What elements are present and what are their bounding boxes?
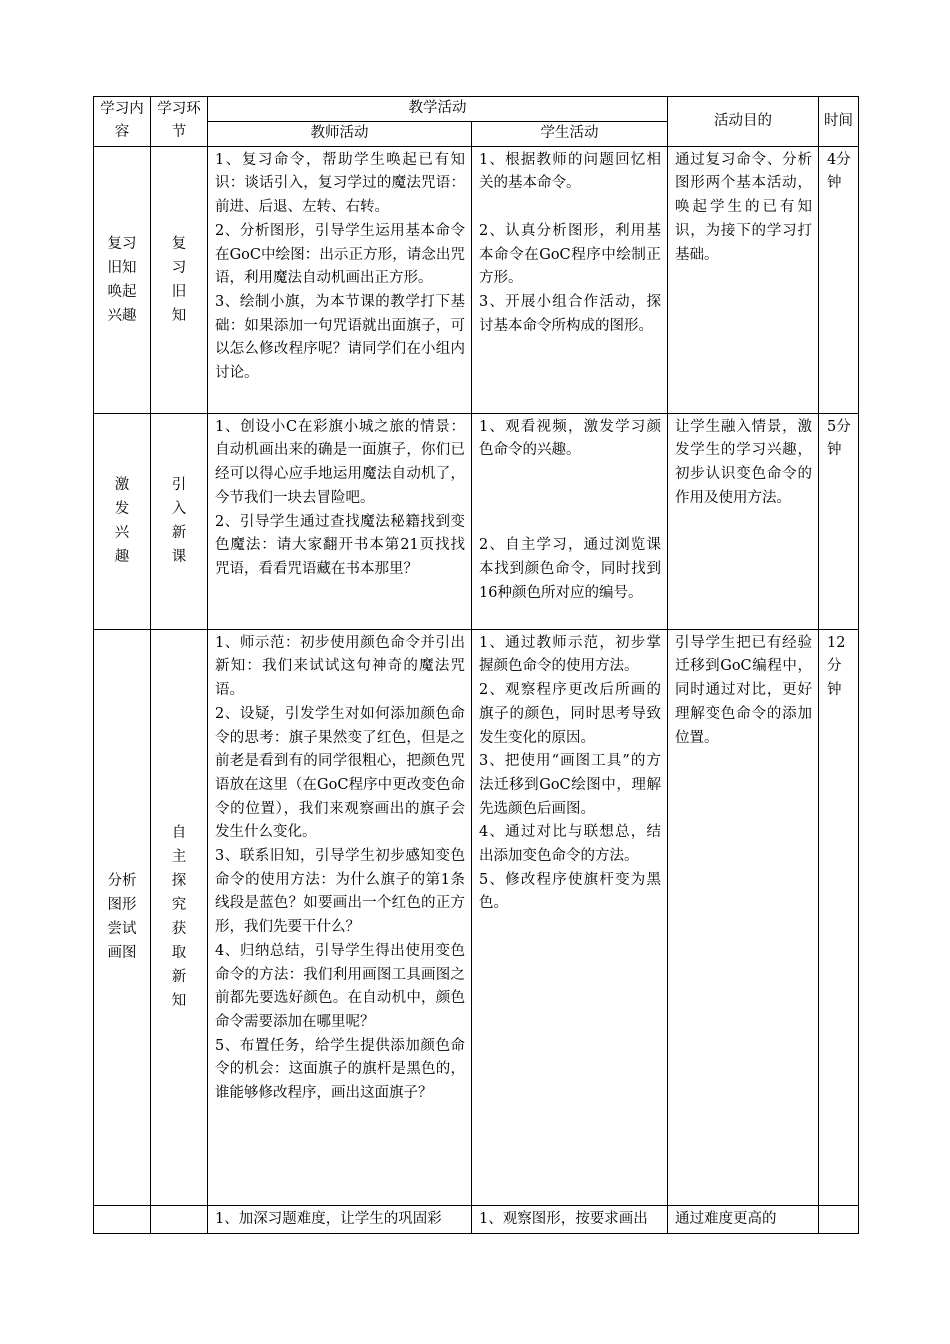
teacher-item: 2、引导学生通过查找魔法秘籍找到变色魔法：请大家翻开书本第21页找找咒语，看看咒语藏在书本那里？ bbox=[215, 513, 465, 577]
student-gap bbox=[479, 196, 661, 220]
student-item: 1、根据教师的问题回忆相关的基本命令。 bbox=[479, 151, 661, 192]
header-content-col: 学习内容 bbox=[94, 97, 151, 147]
header-activity-group: 教学活动 bbox=[208, 97, 668, 122]
row-teacher-cell bbox=[208, 413, 472, 629]
student-item: 2、认真分析图形，利用基本命令在GoC程序中绘制正方形。 bbox=[479, 222, 661, 287]
row-content-cell bbox=[94, 1205, 151, 1234]
row-purpose-cell: 通过复习命令、分析图形两个基本活动，唤起学生的已有知识，为接下的学习打基础。 bbox=[668, 146, 819, 413]
row-time-cell bbox=[819, 1205, 859, 1234]
header-row-1 bbox=[94, 97, 859, 122]
header-student-col: 学生活动 bbox=[472, 121, 668, 146]
header-time-col: 时间 bbox=[819, 97, 859, 147]
teacher-item: 1、加深习题难度，让学生的巩固彩 bbox=[215, 1210, 442, 1227]
header-teacher-col: 教师活动 bbox=[208, 121, 472, 146]
row-time-cell: 12分钟 bbox=[819, 629, 859, 1205]
student-item: 2、观察程序更改后所画的旗子的颜色，同时思考导致发生变化的原因。 bbox=[479, 682, 661, 746]
row-student-cell bbox=[472, 1205, 668, 1234]
row-time-cell: 5分钟 bbox=[819, 413, 859, 629]
header-purpose-col: 活动目的 bbox=[668, 97, 819, 147]
student-item: 5、修改程序使旗杆变为黑色。 bbox=[479, 871, 661, 912]
row-purpose-cell: 引导学生把已有经验迁移到GoC编程中，同时通过对比，更好理解变色命令的添加位置。 bbox=[668, 629, 819, 1205]
row-content-cell: 分析图形尝试画图 bbox=[94, 629, 151, 1205]
lesson-plan-table bbox=[93, 96, 859, 1234]
table-row bbox=[94, 413, 859, 629]
table-row bbox=[94, 629, 859, 1205]
row-stage-cell: 引入新课 bbox=[151, 413, 208, 629]
header-stage-col: 学习环节 bbox=[151, 97, 208, 147]
teacher-item: 1、复习命令，帮助学生唤起已有知识：谈话引入，复习学过的魔法咒语：前进、后退、左转、右转。 bbox=[215, 151, 465, 216]
table-row bbox=[94, 146, 859, 413]
student-gap bbox=[479, 510, 661, 534]
table-row bbox=[94, 1205, 859, 1234]
row-student-cell bbox=[472, 413, 668, 629]
row-purpose-cell: 让学生融入情景，激发学生的学习兴趣，初步认识变色命令的作用及使用方法。 bbox=[668, 413, 819, 629]
row-purpose-cell: 通过难度更高的 bbox=[668, 1205, 819, 1234]
student-item: 3、开展小组合作活动，探讨基本命令所构成的图形。 bbox=[479, 293, 661, 334]
student-item: 1、观察图形，按要求画出 bbox=[479, 1210, 648, 1227]
teacher-item: 3、联系旧知，引导学生初步感知变色命令的使用方法：为什么旗子的第1条线段是蓝色？如要画出一个红色的正方形，我们先要干什么？ bbox=[215, 848, 465, 936]
row-content-cell: 激发兴趣 bbox=[94, 413, 151, 629]
row-content-cell: 复习旧知唤起兴趣 bbox=[94, 146, 151, 413]
teacher-item: 4、归纳总结，引导学生得出使用变色命令的方法：我们利用画图工具画图之前都先要选好颜色。在自动机中，颜色命令需要添加在哪里呢？ bbox=[215, 942, 465, 1030]
teacher-item: 1、师示范：初步使用颜色命令并引出新知：我们来试试这句神奇的魔法咒语。 bbox=[215, 634, 465, 699]
teacher-item: 2、设疑，引发学生对如何添加颜色命令的思考：旗子果然变了红色，但是之前老是看到有的同学很粗心，把颜色咒语放在这里（在GoC程序中更改变色命令的位置），我们来观察画出的旗子会发生什么变化。 bbox=[215, 705, 465, 841]
row-teacher-cell bbox=[208, 1205, 472, 1234]
student-item: 3、把使用“画图工具”的方法迁移到GoC绘图中，理解先选颜色后画图。 bbox=[479, 753, 661, 817]
row-stage-cell bbox=[151, 1205, 208, 1234]
student-item: 1、通过教师示范，初步掌握颜色命令的使用方法。 bbox=[479, 634, 661, 675]
row-student-cell bbox=[472, 146, 668, 413]
student-gap bbox=[479, 487, 661, 511]
student-item: 1、观看视频，激发学习颜色命令的兴趣。 bbox=[479, 418, 661, 459]
row-stage-cell: 自主探究获取新知 bbox=[151, 629, 208, 1205]
row-student-cell bbox=[472, 629, 668, 1205]
student-item: 4、通过对比与联想总，结出添加变色命令的方法。 bbox=[479, 824, 661, 865]
row-teacher-cell bbox=[208, 146, 472, 413]
teacher-item: 1、创设小C在彩旗小城之旅的情景：自动机画出来的确是一面旗子，你们已经可以得心应手地运用魔法自动机了，今节我们一块去冒险吧。 bbox=[215, 418, 465, 506]
teacher-item: 5、布置任务，给学生提供添加颜色命令的机会：这面旗子的旗杆是黑色的，谁能够修改程序，画出这面旗子？ bbox=[215, 1037, 465, 1102]
teacher-item: 3、绘制小旗，为本节课的教学打下基础：如果添加一句咒语就出面旗子，可以怎么修改程序呢？请同学们在小组内讨论。 bbox=[215, 293, 465, 382]
student-item: 2、自主学习，通过浏览课本找到颜色命令，同时找到16种颜色所对应的编号。 bbox=[479, 537, 661, 601]
row-stage-cell: 复习旧知 bbox=[151, 146, 208, 413]
teacher-item: 2、分析图形，引导学生运用基本命令在GoC中绘图：出示正方形，请念出咒语，利用魔法自动机画出正方形。 bbox=[215, 222, 465, 287]
row-teacher-cell bbox=[208, 629, 472, 1205]
row-time-cell: 4分钟 bbox=[819, 146, 859, 413]
student-gap bbox=[479, 463, 661, 487]
